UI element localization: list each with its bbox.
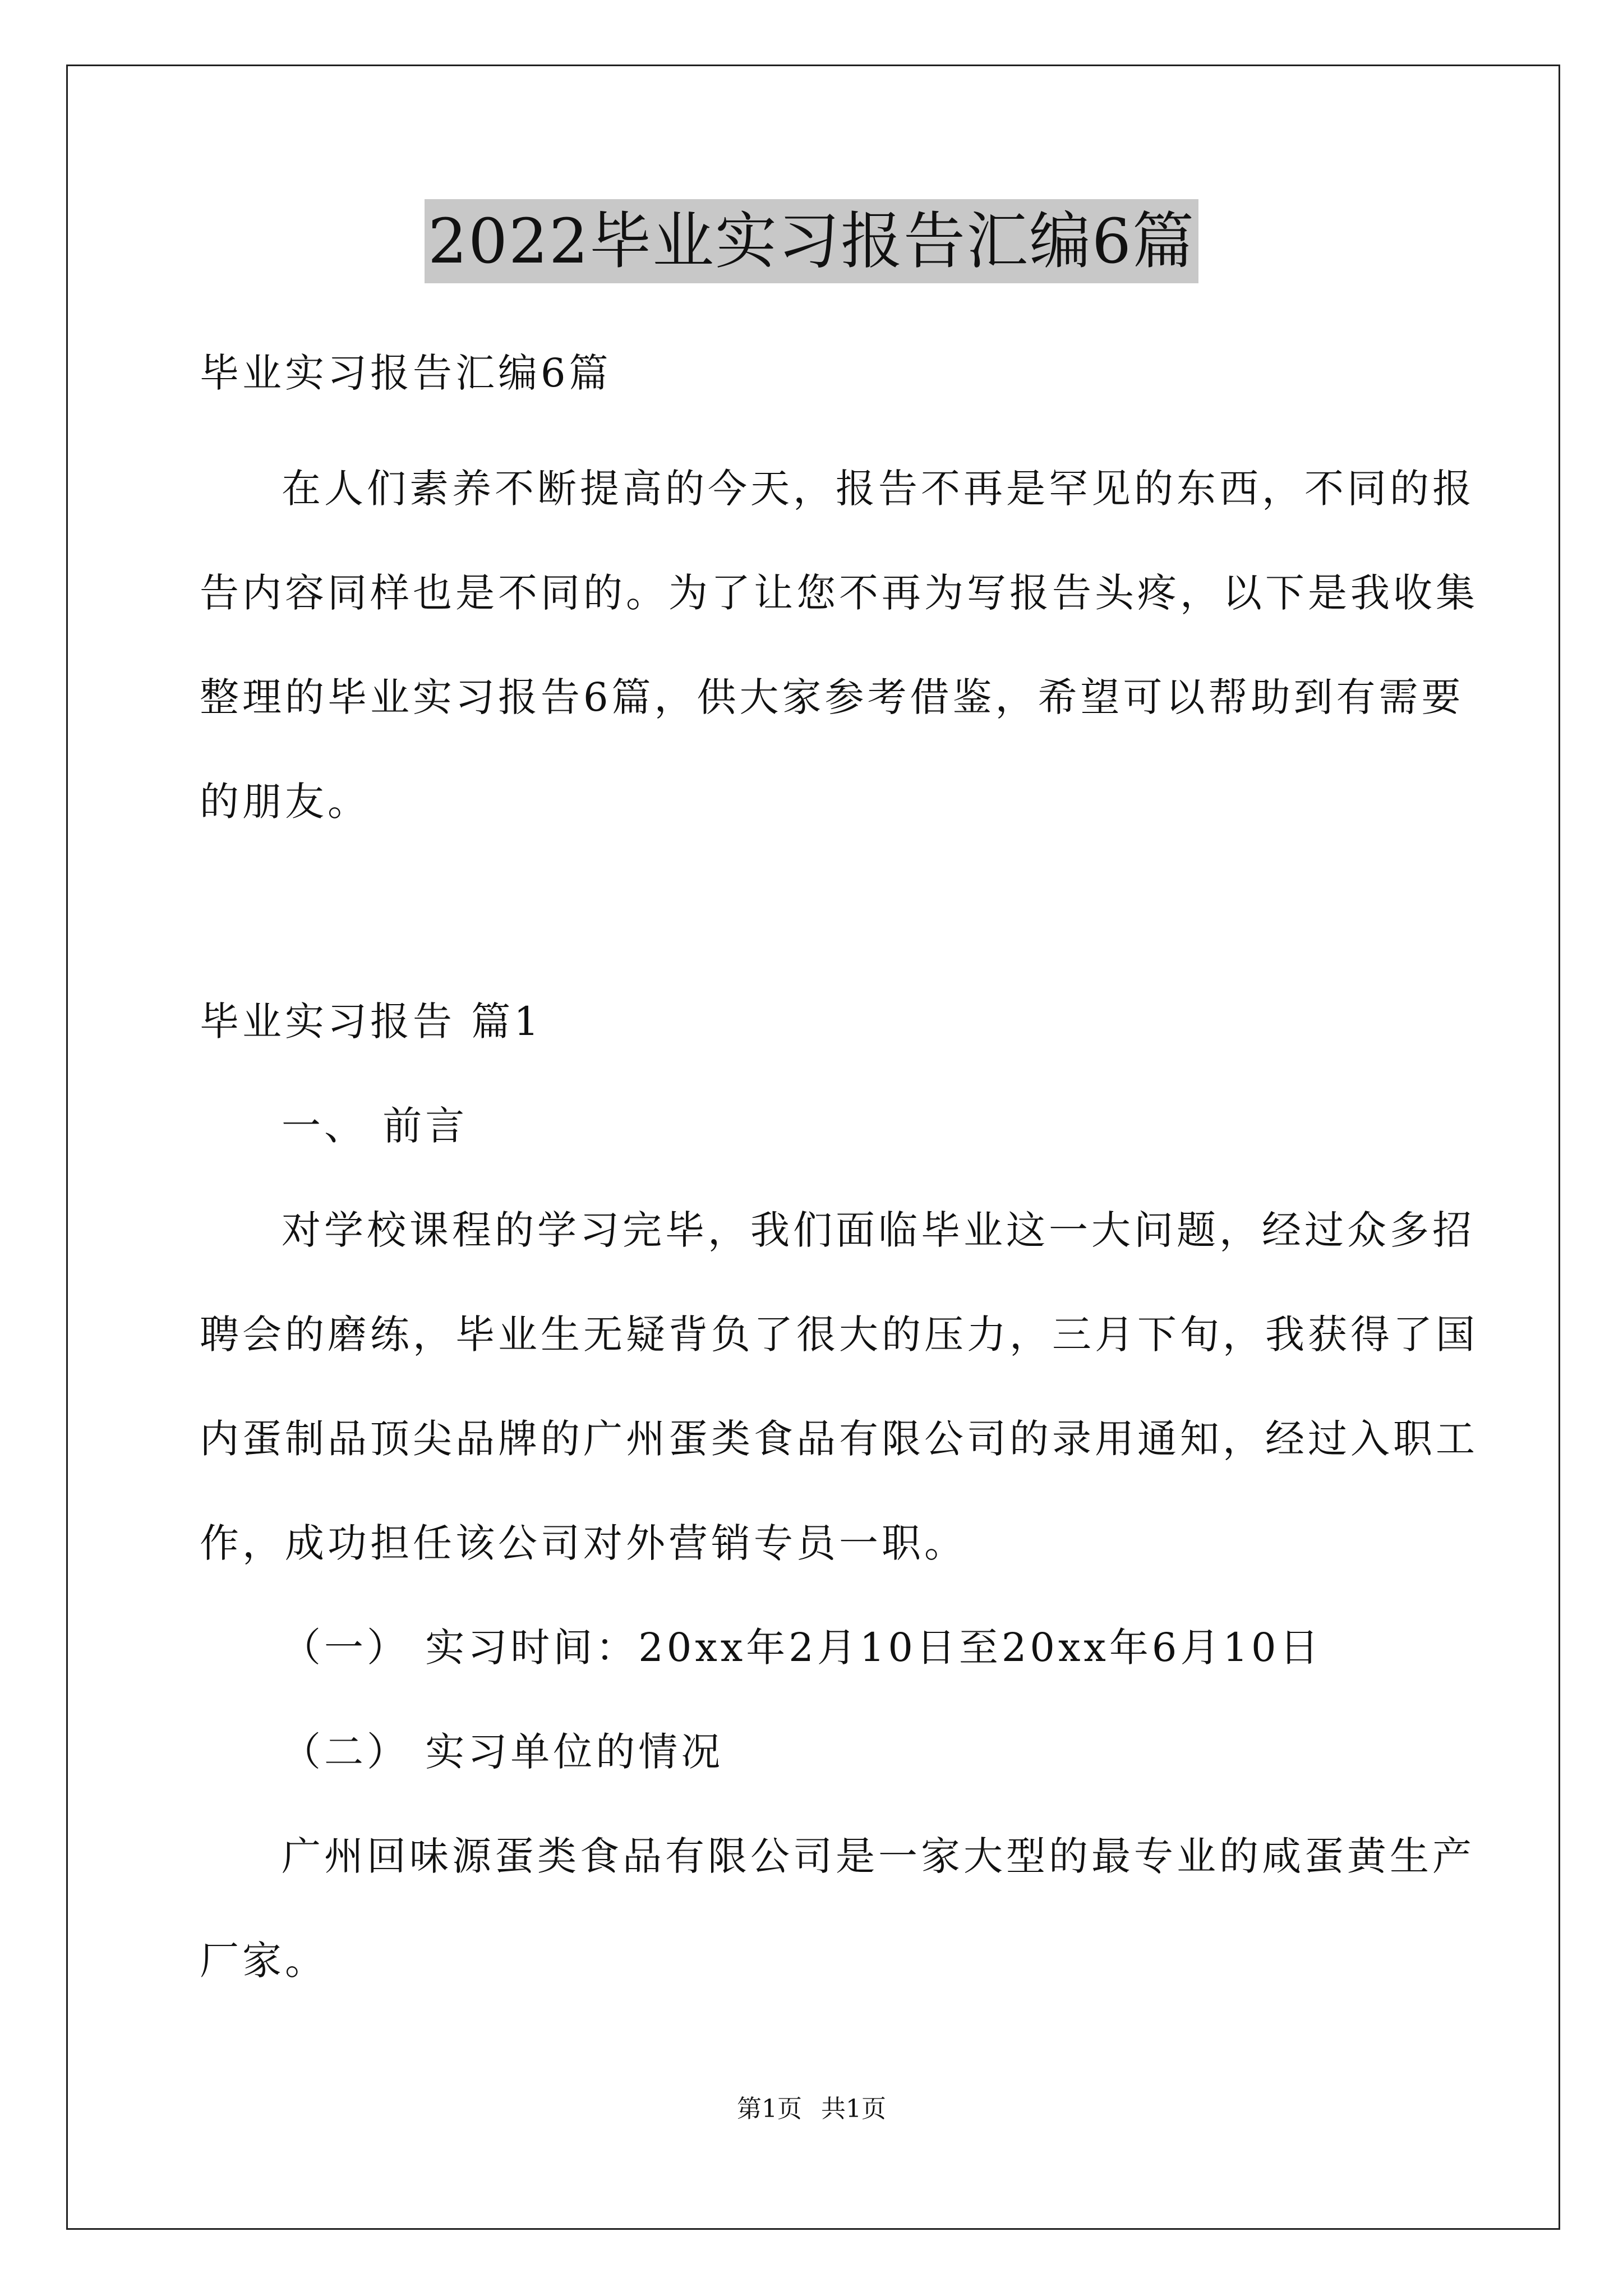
intro-line-4: 的朋友。 [200,779,370,825]
page-footer [0,2092,1623,2126]
intro-line-2: 告内容同样也是不同的。为了让您不再为写报告头疼，以下是我收集 [200,570,1478,616]
intro-line-1: 在人们素养不断提高的今天，报告不再是罕见的东西，不同的报 [282,466,1475,512]
unit-line-1: 广州回味源蛋类食品有限公司是一家大型的最专业的咸蛋黄生产 [282,1833,1475,1879]
page-number: 第1页 [737,2095,802,2123]
part-one-heading: 一、 前言 [282,1103,468,1149]
intro-line-3: 整理的毕业实习报告6篇，供大家参考借鉴，希望可以帮助到有需要 [200,674,1464,720]
document-title: 2022毕业实习报告汇编6篇 [425,199,1198,283]
foreword-line-4: 作，成功担任该公司对外营销专员一职。 [200,1520,967,1566]
unit-line-2: 厂家。 [200,1938,328,1984]
foreword-line-3: 内蛋制品顶尖品牌的广州蛋类食品有限公司的录用通知，经过入职工 [200,1416,1478,1462]
section-heading: 毕业实习报告 篇1 [200,999,542,1045]
document-subtitle: 毕业实习报告汇编6篇 [200,350,612,396]
foreword-line-1: 对学校课程的学习完毕，我们面临毕业这一大问题，经过众多招 [282,1207,1475,1253]
internship-time: （一） 实习时间：20xx年2月10日至20xx年6月10日 [282,1625,1322,1671]
page-total: 共1页 [821,2095,886,2123]
unit-heading: （二） 实习单位的情况 [282,1729,724,1775]
title-container [0,199,1623,283]
foreword-line-2: 聘会的磨练，毕业生无疑背负了很大的压力，三月下旬，我获得了国 [200,1312,1478,1358]
